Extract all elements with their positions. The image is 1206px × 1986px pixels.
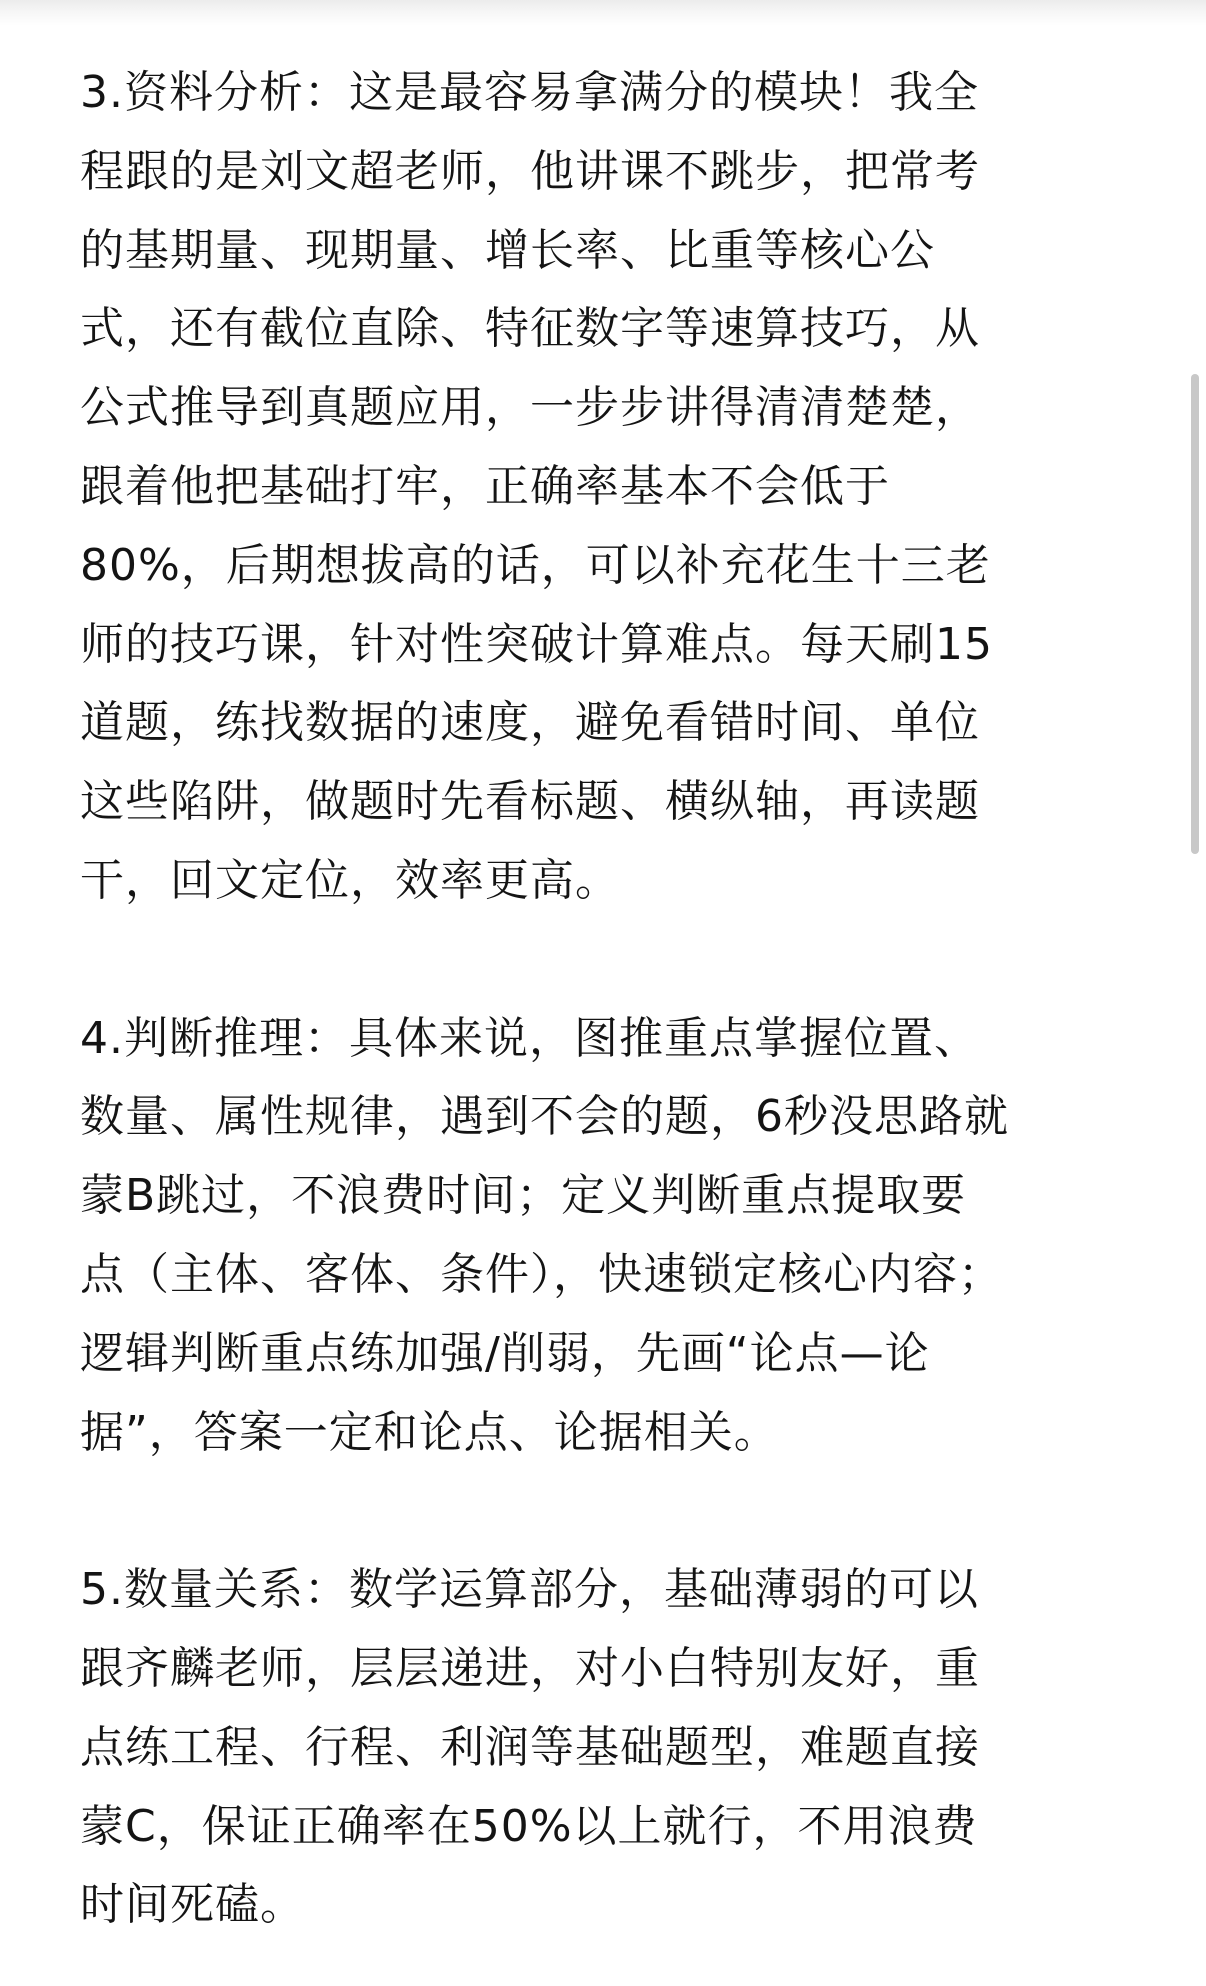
text-line: 点（主体、客体、条件），快速锁定核心内容； <box>80 1248 1003 1300</box>
text-line: 跟着他把基础打牢，正确率基本不会低于 <box>80 460 890 512</box>
text-line: 5.数量关系：数学运算部分，基础薄弱的可以 <box>80 1564 979 1616</box>
text-line: 公式推导到真题应用，一步步讲得清清楚楚， <box>80 382 980 434</box>
text-line: 式，还有截位直除、特征数字等速算技巧，从 <box>80 303 980 355</box>
text-line: 点练工程、行程、利润等基础题型，难题直接 <box>80 1721 980 1773</box>
text-line: 3.资料分析：这是最容易拿满分的模块！我全 <box>80 67 979 118</box>
top-edge-shadow <box>0 0 1206 26</box>
text-line: 蒙B跳过，不浪费时间；定义判断重点提取要 <box>80 1170 967 1222</box>
section-judgment-reasoning <box>80 1000 1120 1473</box>
text-line: 的基期量、现期量、增长率、比重等核心公 <box>80 224 935 276</box>
text-line: 时间死磕。 <box>80 1879 305 1931</box>
section-quantitative-relations <box>80 1551 1120 1945</box>
text-line: 师的技巧课，针对性突破计算难点。每天刷15 <box>80 618 993 670</box>
text-line: 跟齐麟老师，层层递进，对小白特别友好，重 <box>80 1642 980 1694</box>
text-line: 干，回文定位，效率更高。 <box>80 854 620 906</box>
text-line: 4.判断推理：具体来说，图推重点掌握位置、 <box>80 1012 979 1064</box>
text-line: 数量、属性规律，遇到不会的题，6秒没思路就 <box>80 1091 1009 1143</box>
text-line: 80%，后期想拔高的话，可以补充花生十三老 <box>80 539 991 591</box>
vertical-scrollbar[interactable] <box>1191 374 1199 854</box>
text-line: 程跟的是刘文超老师，他讲课不跳步，把常考 <box>80 145 980 197</box>
text-line: 这些陷阱，做题时先看标题、横纵轴，再读题 <box>80 776 980 828</box>
text-line: 逻辑判断重点练加强/削弱，先画“论点—论 <box>80 1327 930 1379</box>
text-line: 据”，答案一定和论点、论据相关。 <box>80 1406 779 1458</box>
text-line: 道题，练找数据的速度，避免看错时间、单位 <box>80 697 980 749</box>
section-data-analysis <box>80 54 1120 921</box>
article-body <box>80 54 1120 1945</box>
text-line: 蒙C，保证正确率在50%以上就行，不用浪费 <box>80 1800 978 1852</box>
